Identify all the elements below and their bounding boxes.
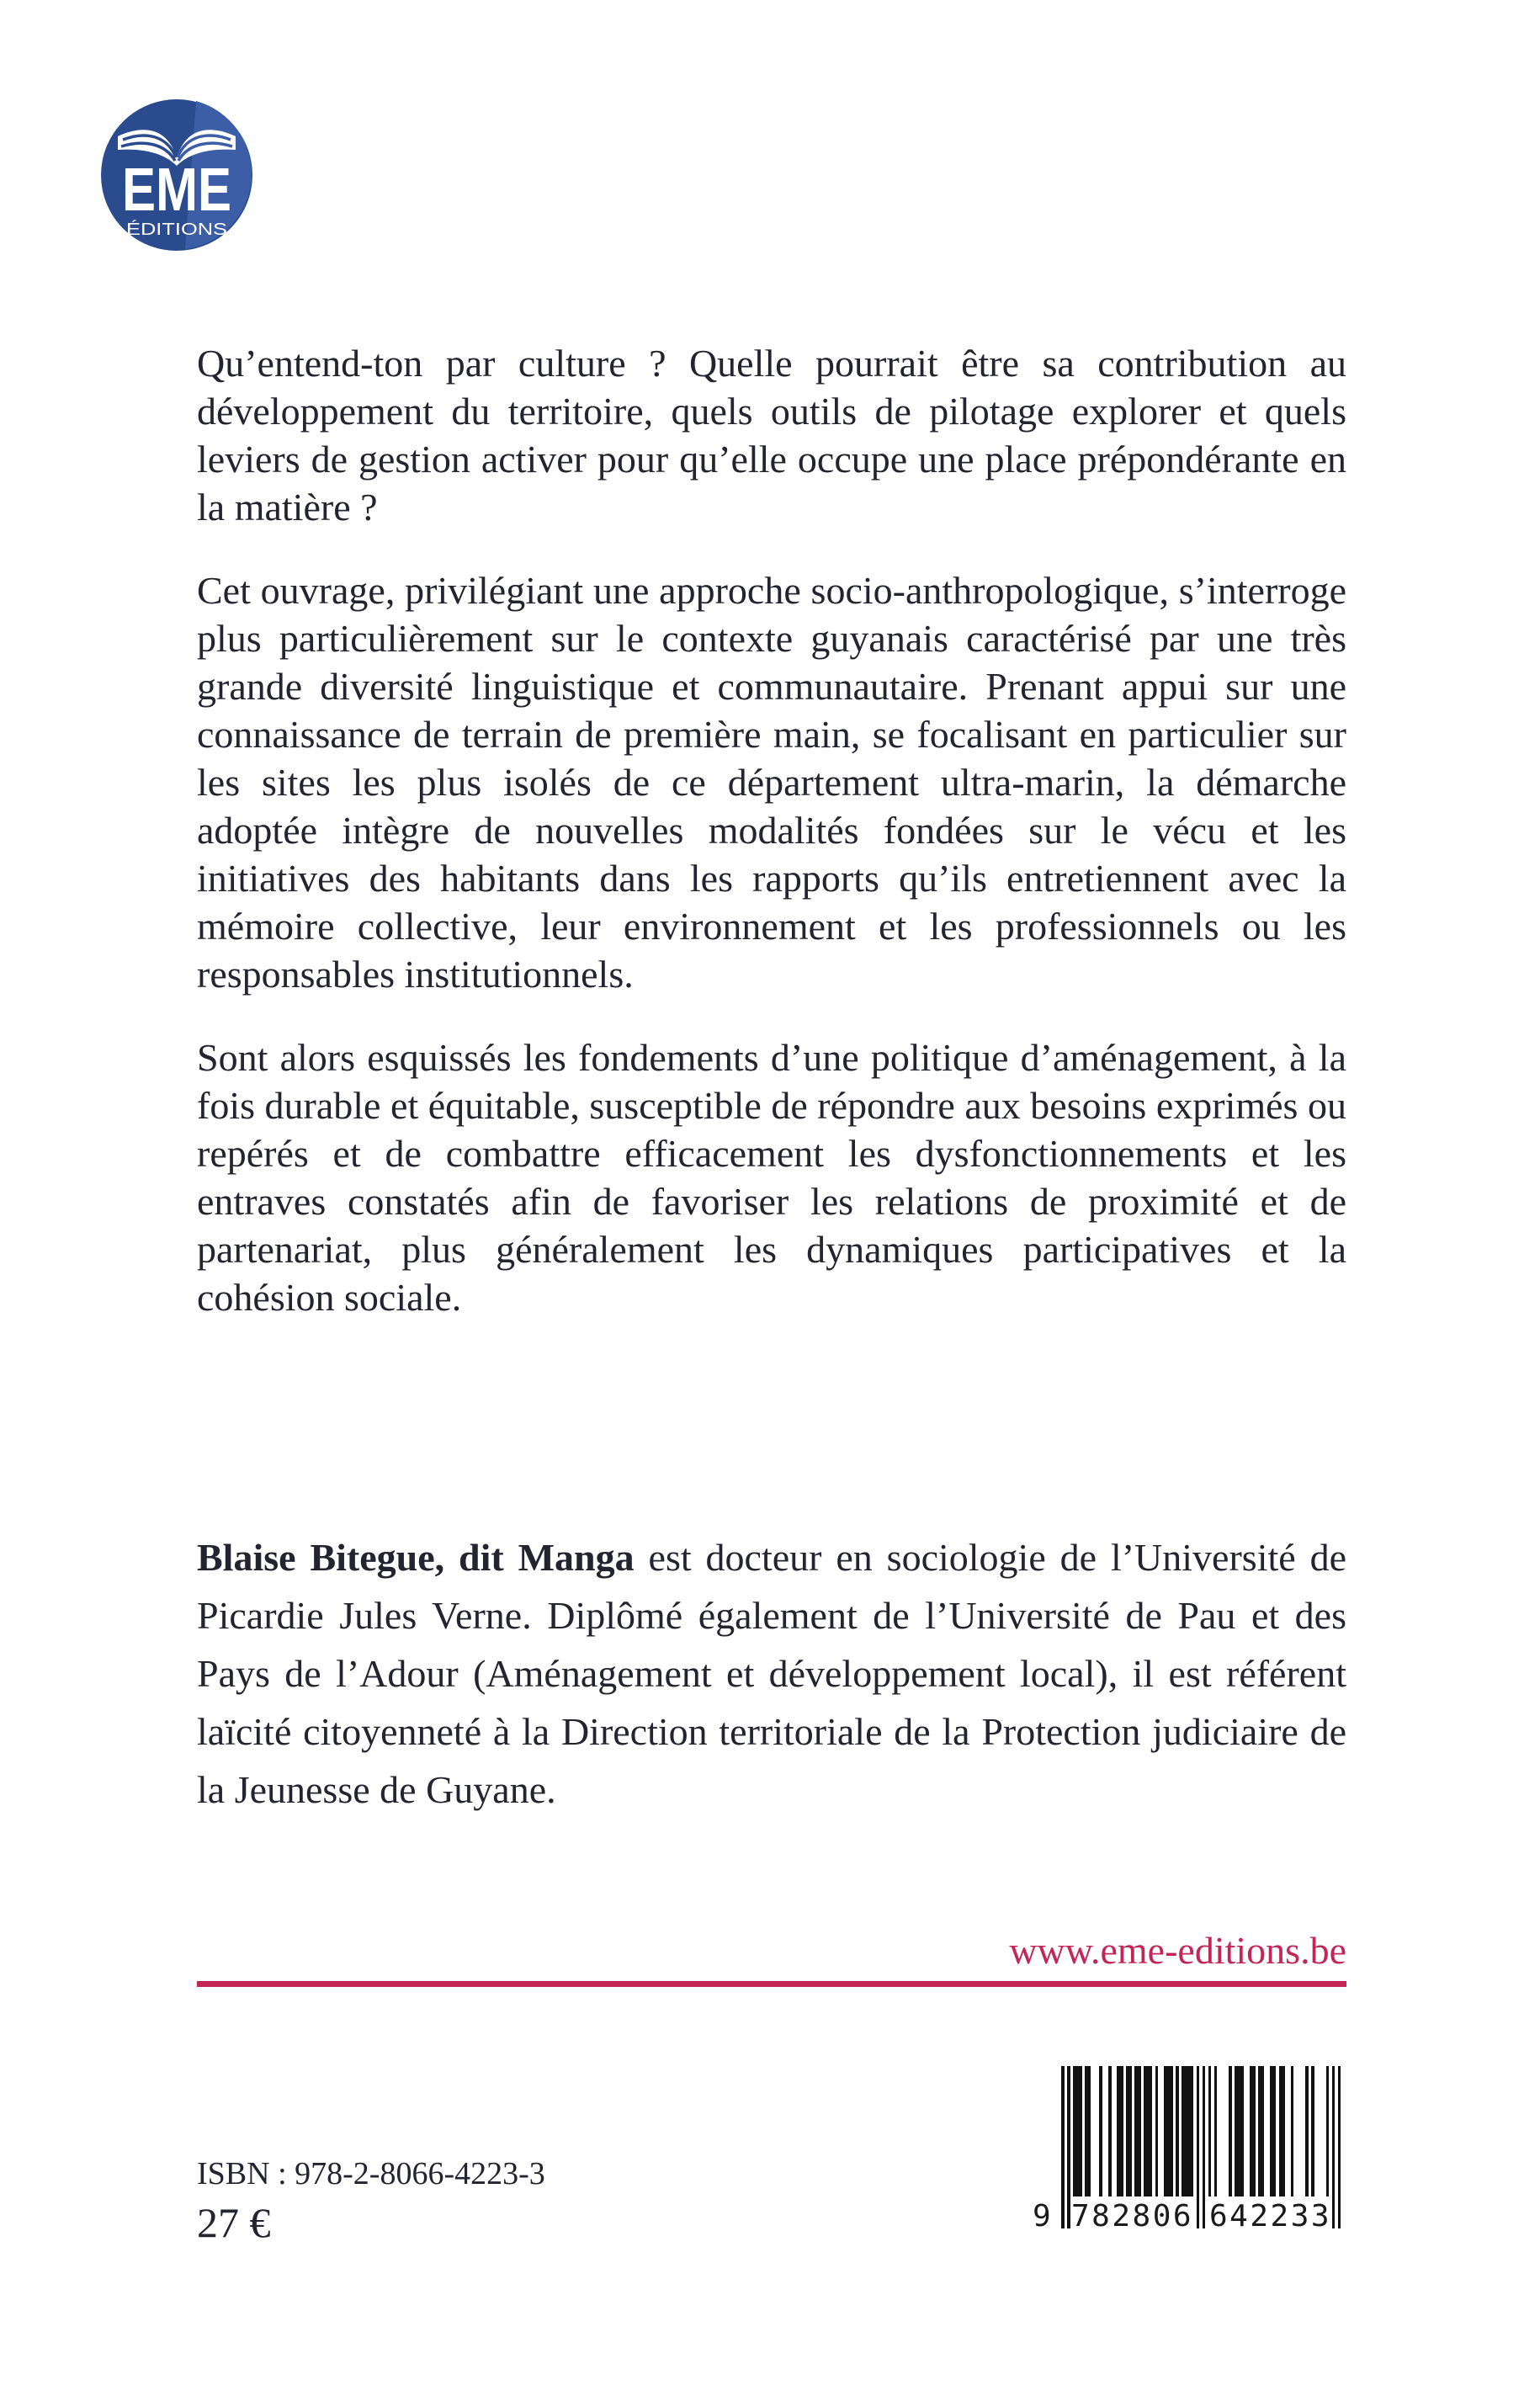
synopsis-paragraph-2: Cet ouvrage, privilégiant une approche socio-anthropologique, s’interroge plus particulièrement sur le contexte guyanais caractérisé par une très grande diversité linguistique et communautaire. Prenant appui sur une connaissance de terrain de première main, se focalisant en particulier sur les sites les plus isolés de ce département ultra-marin, la démarche adoptée intègre de nouvelles modalités fondées sur le vécu et les initiatives des habitants dans les rapports qu’ils entretiennent avec la mémoire collective, leur environnement et les professionnels ou les responsables institutionnels. [197, 569, 1346, 996]
price-label: 27 € [197, 2199, 271, 2246]
logo-monogram: EME [122, 157, 231, 224]
logo-subtitle: ÉDITIONS [126, 220, 206, 239]
divider-rule [197, 1981, 1346, 1987]
author-bio-text: est docteur en sociologie de l’Université de Picardie Jules Verne. Diplômé également de l’Université de Pau et des Pays de l’Adour (Aménagement et développement local), il est référent laïcité citoyenneté à la Direction territoriale de la Protection judiciaire de la Jeunesse de Guyane. [197, 1536, 1346, 1811]
author-name: Blaise Bitegue, dit Manga [197, 1536, 635, 1579]
synopsis-paragraph-3: Sont alors esquissés les fondements d’une politique d’aménagement, à la fois durable et équitable, susceptible de répondre aux besoins exprimés ou repérés et de combattre efficacement les dysfonctionnements et les entraves constatés afin de favoriser les relations de proximité et de partenariat, plus généralement les dynamiques participatives et la cohésion sociale. [197, 1036, 1346, 1319]
publisher-website: www.eme-editions.be [1009, 1929, 1346, 1972]
synopsis [197, 0, 1346, 1321]
barcode-digits-right-group: 642233 [1209, 2199, 1332, 2234]
ean13-barcode [1033, 2066, 1341, 2239]
barcode-digit-leading: 9 [1033, 2199, 1051, 2234]
back-cover-text-column [197, 0, 1346, 1819]
author-bio [197, 1528, 1346, 1819]
synopsis-paragraph-1: Qu’entend-ton par culture ? Quelle pourrait être sa contribution au développement du territoire, quels outils de pilotage explorer et quels leviers de gestion activer pour qu’elle occupe une place prépondérante en la matière ? [197, 342, 1346, 529]
barcode-digits-left-group: 782806 [1071, 2199, 1194, 2234]
isbn-label: ISBN : 978-2-8066-4223-3 [197, 2156, 545, 2191]
